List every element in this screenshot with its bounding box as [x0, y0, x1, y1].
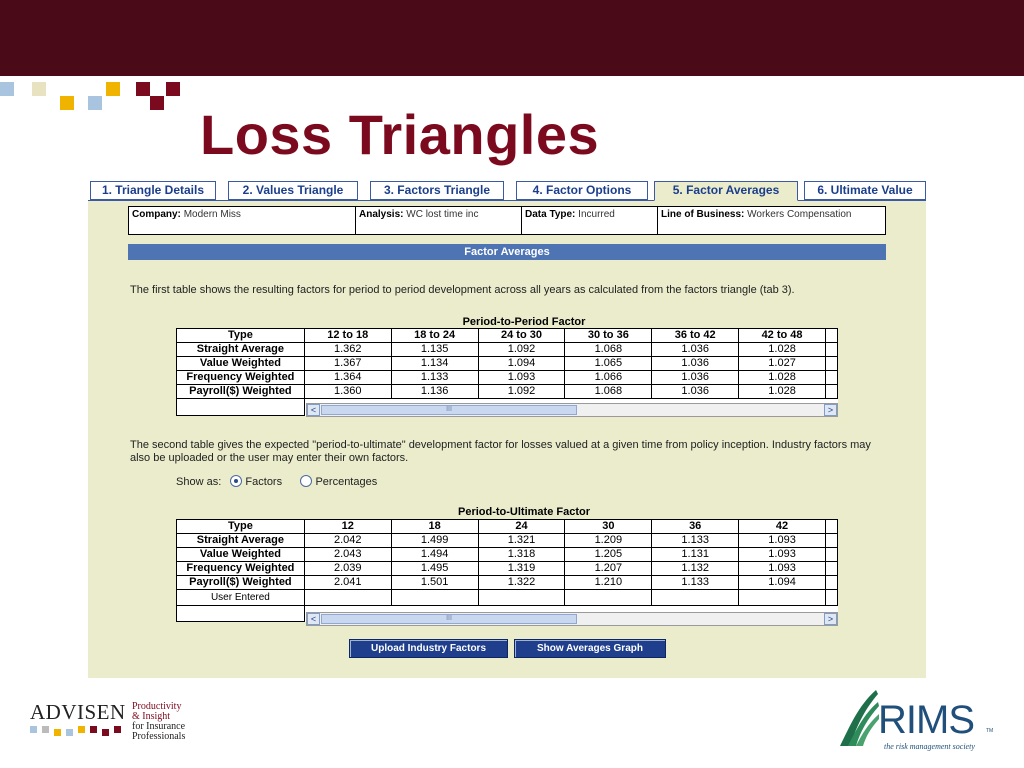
upload-industry-factors-button[interactable]: Upload Industry Factors	[349, 639, 508, 658]
table2-scrollbar[interactable]	[306, 612, 838, 626]
user-entered-input[interactable]	[478, 590, 565, 606]
advisen-squares-icon	[30, 726, 126, 736]
user-entered-input[interactable]	[652, 590, 739, 606]
period-to-ultimate-table	[176, 519, 838, 622]
tab-ultimate-value[interactable]: 6. Ultimate Value	[804, 181, 926, 200]
table-row: Payroll($) Weighted 1.360 1.136 1.092 1.068 1.036 1.028	[177, 385, 838, 399]
table-row: Value Weighted 1.367 1.134 1.094 1.065 1.036 1.027	[177, 357, 838, 371]
radio-unselected-icon[interactable]	[300, 475, 312, 487]
table-header-row: Type 12 18 24 30 36 42	[177, 520, 838, 534]
scroll-thumb[interactable]: III	[321, 614, 577, 624]
show-averages-graph-button[interactable]: Show Averages Graph	[514, 639, 666, 658]
radio-factors[interactable]: Factors	[230, 476, 282, 488]
table-row: Frequency Weighted 1.364 1.133 1.093 1.066 1.036 1.028	[177, 371, 838, 385]
user-entered-input[interactable]	[565, 590, 652, 606]
slide-title: Loss Triangles	[200, 103, 600, 166]
show-as-group: Show as: Factors Percentages	[176, 476, 378, 488]
app-window	[88, 180, 926, 678]
datatype-cell: Data Type: Incurred	[522, 207, 658, 234]
radio-selected-icon[interactable]	[230, 475, 242, 487]
top-banner	[0, 0, 1024, 76]
user-entered-input[interactable]	[391, 590, 478, 606]
radio-percentages[interactable]: Percentages	[300, 476, 377, 488]
tab-factor-averages[interactable]: 5. Factor Averages	[654, 181, 798, 201]
scroll-right-icon[interactable]: >	[824, 613, 837, 625]
table-header-row: Type 12 to 18 18 to 24 24 to 30 30 to 36 36 to 42 42 to 48	[177, 329, 838, 343]
advisen-tagline: Productivity & Insight for Insurance Professionals	[132, 701, 186, 742]
user-entered-row	[177, 590, 838, 606]
advisen-wordmark: ADVISEN	[30, 700, 126, 724]
intro-text-2: The second table gives the expected "period-to-ultimate" development factor for losses valued at a given time from policy inception. Industry factors may also be uploaded or the user may enter their own factors.	[130, 439, 871, 464]
rims-tagline: the risk management society	[884, 742, 975, 751]
table-row: Straight Average 2.042 1.499 1.321 1.209 1.133 1.093	[177, 534, 838, 548]
tab-values-triangle[interactable]: 2. Values Triangle	[228, 181, 358, 200]
tab-triangle-details[interactable]: 1. Triangle Details	[90, 181, 216, 200]
tab-factor-options[interactable]: 4. Factor Options	[516, 181, 648, 200]
intro-text-1: The first table shows the resulting factors for period to period development across all years as calculated from the factors triangle (tab 3).	[130, 284, 795, 296]
scroll-left-icon[interactable]: <	[307, 613, 320, 625]
info-box	[128, 206, 886, 235]
rims-wordmark: RIMS	[878, 698, 974, 742]
scroll-right-icon[interactable]: >	[824, 404, 837, 416]
table-row: Frequency Weighted 2.039 1.495 1.319 1.207 1.132 1.093	[177, 562, 838, 576]
scroll-thumb[interactable]: III	[321, 405, 577, 415]
rims-swoosh-icon	[836, 686, 880, 748]
company-cell: Company: Modern Miss	[129, 207, 356, 234]
table1-caption: Period-to-Period Factor	[462, 316, 586, 328]
analysis-cell: Analysis: WC lost time inc	[356, 207, 522, 234]
user-entered-input[interactable]	[304, 590, 391, 606]
tab-bar	[88, 180, 926, 201]
user-entered-label: User Entered	[177, 590, 305, 606]
rims-trademark: TM	[986, 728, 994, 734]
table1-scrollbar[interactable]	[306, 403, 838, 417]
section-header: Factor Averages	[128, 244, 886, 260]
tab-factors-triangle[interactable]: 3. Factors Triangle	[370, 181, 504, 200]
scroll-left-icon[interactable]: <	[307, 404, 320, 416]
table-row: Payroll($) Weighted 2.041 1.501 1.322 1.210 1.133 1.094	[177, 576, 838, 590]
lob-cell: Line of Business: Workers Compensation	[661, 209, 852, 220]
table-row: Straight Average 1.362 1.135 1.092 1.068 1.036 1.028	[177, 343, 838, 357]
table-row: Value Weighted 2.043 1.494 1.318 1.205 1.131 1.093	[177, 548, 838, 562]
user-entered-input[interactable]	[739, 590, 826, 606]
table2-caption: Period-to-Ultimate Factor	[457, 506, 590, 518]
